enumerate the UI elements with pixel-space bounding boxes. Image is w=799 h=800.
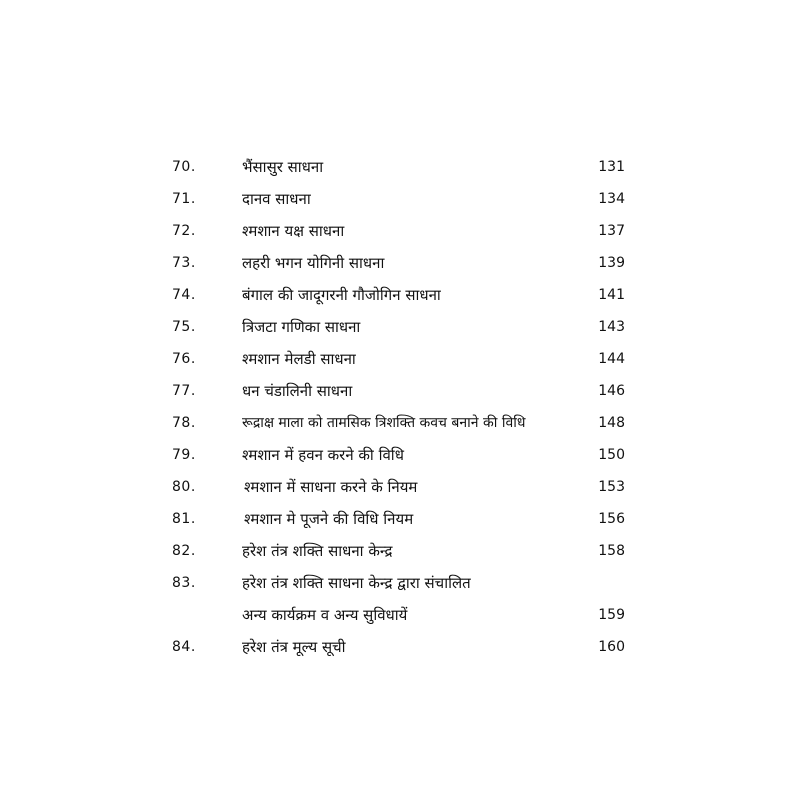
toc-entry-70 [0,152,799,182]
entry-page: 148 [598,415,625,431]
entry-title: हरेश तंत्र शक्ति साधना केन्द्र [242,542,393,560]
entry-title: श्मशान मेलडी साधना [242,350,356,368]
entry-title: हरेश तंत्र शक्ति साधना केन्द्र द्वारा संचालित [242,574,471,592]
toc-entry-73 [0,248,799,278]
entry-page: 144 [598,351,625,367]
entry-page: 134 [598,191,625,207]
toc-entry-74 [0,280,799,310]
entry-number: 77. [172,383,196,399]
entry-number: 78. [172,415,196,431]
toc-entry-84 [0,632,799,662]
toc-entry-72 [0,216,799,246]
toc-entry-71 [0,184,799,214]
entry-title: हरेश तंत्र मूल्य सूची [242,638,346,656]
toc-entry-80 [0,472,799,502]
entry-page: 150 [598,447,625,463]
entry-title: श्मशान में साधना करने के नियम [244,478,418,496]
entry-number: 72. [172,223,196,239]
entry-page: 141 [598,287,625,303]
entry-page: 146 [598,383,625,399]
entry-title: बंगाल की जादूगरनी गौजोगिन साधना [242,286,441,304]
toc-entry-78 [0,408,799,438]
toc-entry-75 [0,312,799,342]
entry-number: 71. [172,191,196,207]
entry-page: 160 [598,639,625,655]
entry-title: अन्य कार्यक्रम व अन्य सुविधायें [242,606,408,624]
entry-title: त्रिजटा गणिका साधना [242,318,361,336]
entry-number: 73. [172,255,196,271]
entry-page: 158 [598,543,625,559]
entry-title: धन चंडालिनी साधना [242,382,353,400]
entry-title: लहरी भगन योगिनी साधना [242,254,385,272]
entry-number: 76. [172,351,196,367]
entry-number: 79. [172,447,196,463]
entry-title: भैंसासुर साधना [242,158,324,176]
entry-page: 153 [598,479,625,495]
entry-page: 139 [598,255,625,271]
entry-number: 82. [172,543,196,559]
toc-entry-79 [0,440,799,470]
toc-entry-76 [0,344,799,374]
entry-title: दानव साधना [242,190,311,208]
entry-number: 80. [172,479,196,495]
entry-page: 156 [598,511,625,527]
toc-entry-83 [0,568,799,598]
entry-title: श्मशान यक्ष साधना [242,222,345,240]
entry-number: 75. [172,319,196,335]
entry-page: 143 [598,319,625,335]
entry-number: 84. [172,639,196,655]
entry-number: 70. [172,159,196,175]
entry-title: श्मशान में हवन करने की विधि [242,446,404,464]
entry-page: 137 [598,223,625,239]
entry-page: 131 [598,159,625,175]
entry-number: 81. [172,511,196,527]
entry-number: 83. [172,575,196,591]
toc-entry-83-continued [0,600,799,630]
entry-page: 159 [598,607,625,623]
toc-entry-81 [0,504,799,534]
entry-title: रूद्राक्ष माला को तामसिक त्रिशक्ति कवच बनाने की विधि [242,415,526,431]
toc-entry-82 [0,536,799,566]
entry-number: 74. [172,287,196,303]
toc-entry-77 [0,376,799,406]
entry-title: श्मशान मे पूजने की विधि नियम [244,510,414,528]
